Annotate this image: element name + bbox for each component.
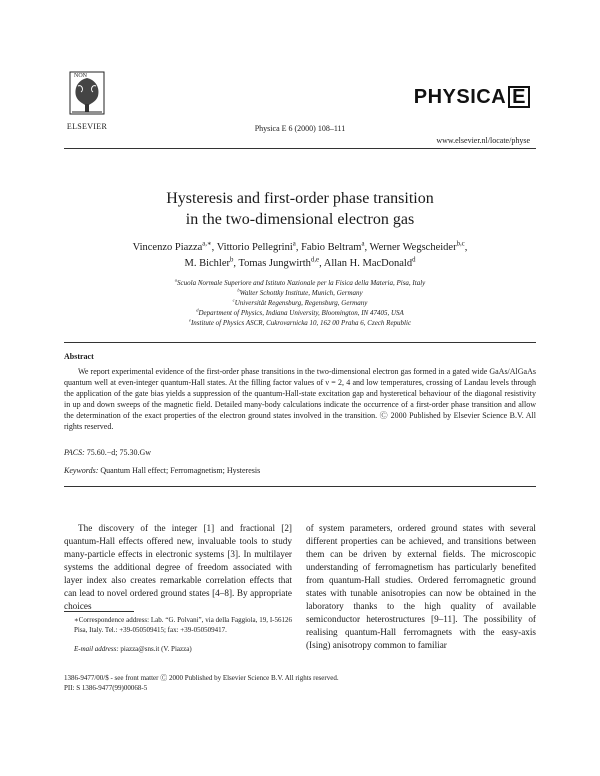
affiliation-text: Department of Physics, Indiana University, Bloomington, IN 47405, USA [198, 309, 404, 317]
affiliation-mark: d [196, 307, 199, 313]
author-line-1 [60, 240, 540, 256]
footnote-text: ∗Correspondence address: Lab. “G. Polvani”, via della Faggiola, 19, I-56126 Pisa, Italy. Tel.: +39-050509415; fax: +39-050509417. [74, 616, 292, 634]
publisher-name: ELSEVIER [66, 122, 108, 131]
pacs-line [64, 448, 151, 457]
author-name: , Vittorio Pellegrini [211, 242, 293, 253]
author-name: , Werner Wegscheider [364, 242, 457, 253]
affiliation-item [60, 298, 540, 308]
affiliation-item [60, 308, 540, 318]
affiliation-text: Walter Schottky Institute, Munich, Germany [239, 289, 363, 297]
author-line-2 [60, 256, 540, 272]
title-line-1: Hysteresis and first-order phase transition [166, 190, 434, 207]
affiliation-text: Universität Regensburg, Regensburg, Germany [234, 299, 368, 307]
affiliation-item [60, 288, 540, 298]
author-affil-mark: a [292, 240, 296, 248]
abstract-heading: Abstract [64, 352, 94, 361]
footnote-email [74, 645, 192, 653]
affiliation-item [60, 278, 540, 288]
author-name: , Fabio Beltram [295, 242, 362, 253]
author-affil-mark: a [361, 240, 365, 248]
journal-logo-letter: E [508, 86, 530, 108]
footnote-divider [64, 611, 134, 612]
footnote [64, 616, 292, 635]
abstract-top-divider [64, 342, 536, 343]
author-name: , Tomas Jungwirth [233, 258, 311, 269]
affiliation-item [60, 318, 540, 328]
keywords-line [64, 466, 260, 475]
author-affil-mark: d,e [310, 256, 320, 264]
header-divider [64, 148, 536, 149]
affiliation-mark: a [174, 277, 178, 283]
affiliation-mark: c [232, 297, 235, 303]
affiliation-text: Scuola Normale Superiore and Istituto Nazionale per la Fisica della Materia, Pisa, Italy [177, 279, 426, 287]
author-separator: , [464, 242, 468, 253]
journal-logo-text: PHYSICA [413, 86, 507, 108]
abstract-body: We report experimental evidence of the first-order phase transitions in the two-dimensional electron gas formed in a gated wide GaAs/AlGaAs quantum well at even-integer quantum-Hall states. At the filling factor values of ν = 2, 4 and low temperatures, crossing of Landau levels through the application of the gate bias yields a suppression of the quantum-Hall-state excitation gap and hysteretical behaviour of the diagonal resistivity in up and down sweeps of the magnetic field. Detailed many-body calculations indicate the occurrence of a first-order phase transition and allow the determination of the exact properties of the electron ground states involved in the transition. Ⓒ 2000 Published by Elsevier Science B.V. All rights reserved. [64, 367, 536, 431]
email-value[interactable]: piazza@sns.it (V. Piazza) [118, 645, 192, 653]
abstract-bottom-divider [64, 486, 536, 487]
author-name: , Allan H. MacDonald [319, 258, 413, 269]
title-line-2: in the two-dimensional electron gas [185, 211, 415, 228]
journal-logo [414, 86, 530, 109]
svg-text:NON: NON [74, 73, 87, 79]
email-label: E-mail address: [74, 645, 119, 653]
imprint [64, 673, 339, 693]
article-title [0, 188, 600, 230]
author-name: Vincenzo Piazza [132, 242, 203, 253]
journal-citation: Physica E 6 (2000) 108–111 [254, 124, 346, 133]
keywords-value: Quantum Hall effect; Ferromagnetism; Hysteresis [98, 466, 261, 475]
body-right-column: of system parameters, ordered ground states with several different properties can be achieved, and transitions between them can be driven by external fields. The microscopic understanding of ferromagnetism has particularly benefited from quantum-Hall studies. Ordered ferromagnetic ground states with tunable anisotropies can now be obtained in the laboratory thanks to the high quality of available semiconductor heterostructures [9–11]. The possibility of realising quantum-Hall ferromagnets with the easy-axis (Ising) anisotropy common to familiar [306, 523, 536, 650]
author-affil-mark: a,∗ [202, 240, 212, 248]
author-affil-mark: b,c [456, 240, 465, 248]
pacs-value: 75.60.−d; 75.30.Gw [84, 448, 152, 457]
imprint-line-2: PII: S 1386-9477(99)00068-5 [64, 684, 148, 692]
affiliation-list [60, 278, 540, 328]
affiliation-mark: b [237, 287, 240, 293]
imprint-line-1: 1386-9477/00/$ - see front matter Ⓒ 2000 Published by Elsevier Science B.V. All rights reserved. [64, 674, 339, 682]
body-left-column: The discovery of the integer [1] and fractional [2] quantum-Hall effects offered new, invaluable tools to study many-particle effects in electronic systems [3]. In multilayer systems the additional degree of freedom associated with layer index also creates remarkable correlation effects that can lead to novel ordered ground states [4–8]. By appropriate choices [64, 523, 292, 611]
pacs-label: PACS: [64, 448, 85, 457]
journal-url[interactable]: www.elsevier.nl/locate/physe [436, 136, 530, 145]
author-name: M. Bichler [184, 258, 230, 269]
author-affil-mark: b [229, 256, 234, 264]
affiliation-text: Institute of Physics ASCR, Cukrovarnicka 10, 162 00 Praha 6, Czech Republic [190, 319, 412, 327]
keywords-label: Keywords: [64, 466, 99, 475]
author-list [60, 240, 540, 272]
affiliation-mark: e [188, 317, 191, 323]
author-affil-mark: d [412, 256, 416, 264]
